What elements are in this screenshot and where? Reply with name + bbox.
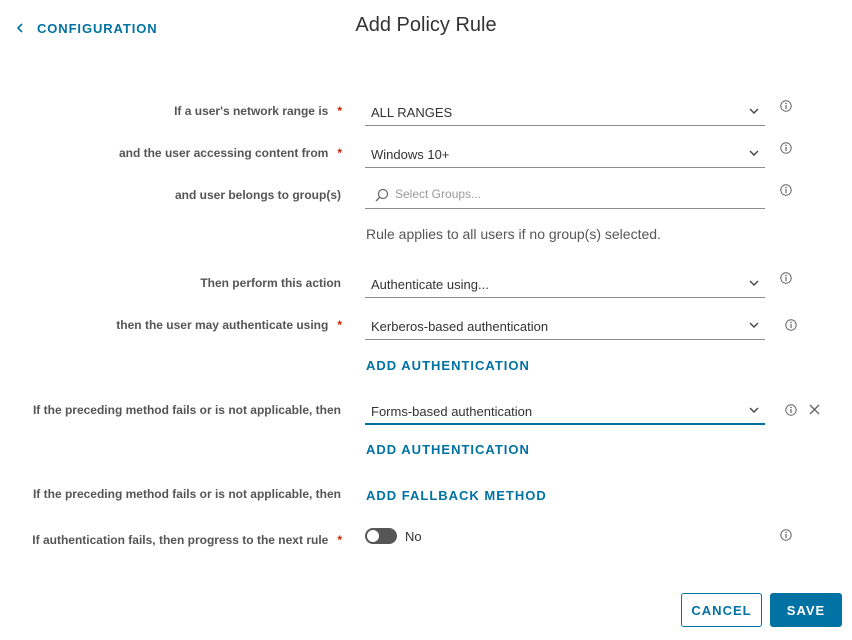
next-rule-toggle[interactable] [365,528,397,544]
device-label [119,146,342,160]
save-button[interactable]: SAVE [770,593,842,627]
auth-method-label-text: then the user may authenticate using [116,318,329,332]
auth-method-label [116,318,342,332]
chevron-down-icon [749,150,759,157]
network-range-value: ALL RANGES [371,105,453,120]
required-marker: * [337,104,342,118]
chevron-down-icon [749,108,759,115]
info-icon[interactable] [780,272,792,284]
action-label [200,276,341,290]
search-icon [375,188,389,202]
required-marker: * [337,533,342,547]
back-link-label: CONFIGURATION [37,20,158,36]
add-authentication-button[interactable]: ADD AUTHENTICATION [366,358,530,373]
info-icon[interactable] [785,404,797,416]
next-rule-toggle-label: No [405,529,422,544]
next-rule-label [32,533,342,547]
action-value: Authenticate using... [371,277,489,292]
groups-hint: Rule applies to all users if no group(s) selected. [366,226,661,242]
page-title: Add Policy Rule [355,14,497,36]
required-marker: * [337,146,342,160]
required-marker: * [337,318,342,332]
info-icon[interactable] [780,184,792,196]
network-range-label-text: If a user's network range is [174,104,329,118]
close-icon[interactable] [809,404,820,415]
info-icon[interactable] [780,100,792,112]
device-select[interactable] [365,140,765,168]
toggle-knob [367,530,379,542]
chevron-down-icon [749,407,759,414]
fallback-1-value: Forms-based authentication [371,404,533,419]
add-authentication-button[interactable]: ADD AUTHENTICATION [366,442,530,457]
info-icon[interactable] [780,529,792,541]
info-icon[interactable] [780,142,792,154]
cancel-button[interactable]: CANCEL [681,593,762,627]
chevron-down-icon [749,280,759,287]
next-rule-label-text: If authentication fails, then progress to the next rule [32,533,329,547]
fallback-1-label-text: If the preceding method fails or is not applicable, then [32,403,341,417]
device-label-text: and the user accessing content from [118,146,329,160]
fallback-1-label [33,403,341,417]
add-fallback-method-button[interactable]: ADD FALLBACK METHOD [366,488,547,503]
device-value: Windows 10+ [371,147,450,162]
network-range-label [174,104,342,118]
auth-method-select[interactable] [365,312,765,340]
fallback-1-select[interactable] [365,397,765,425]
fallback-2-label [33,487,341,501]
network-range-select[interactable] [365,98,765,126]
groups-search-input[interactable] [395,185,755,203]
groups-search-field[interactable] [365,181,765,209]
groups-label-text: and user belongs to group(s) [174,188,341,202]
action-select[interactable] [365,270,765,298]
groups-label [175,188,341,202]
action-label-text: Then perform this action [200,276,341,290]
fallback-2-label-text: If the preceding method fails or is not applicable, then [32,487,341,501]
chevron-down-icon [749,322,759,329]
auth-method-value: Kerberos-based authentication [371,319,549,334]
info-icon[interactable] [785,319,797,331]
